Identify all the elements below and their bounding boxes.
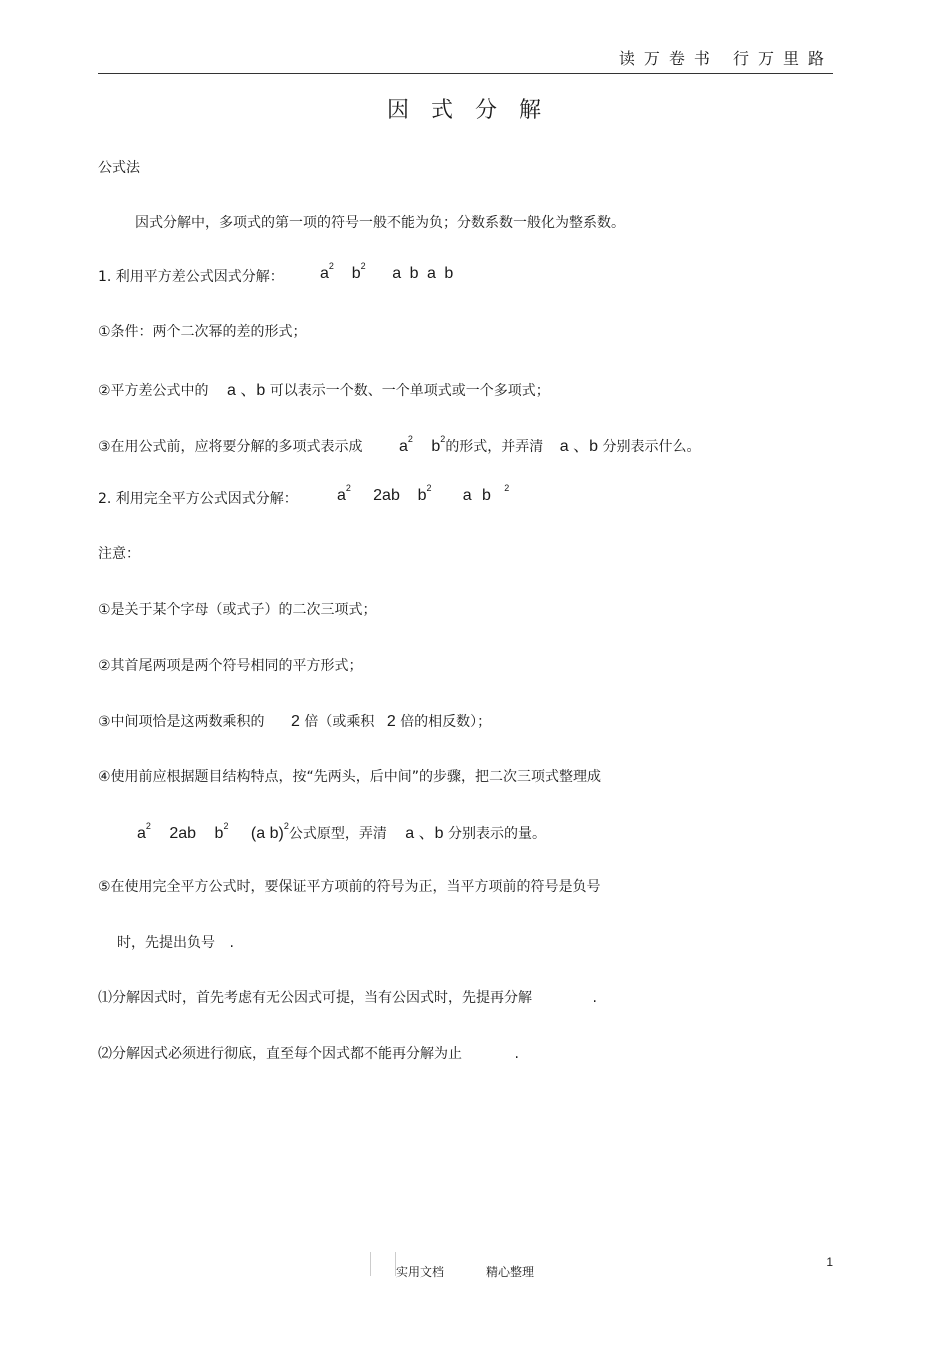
footer-divider-left bbox=[370, 1252, 371, 1276]
note-label: 注意： bbox=[98, 546, 140, 562]
page-title: 因式分解 bbox=[386, 98, 563, 123]
note-5-cont: 时，先提出负号 . bbox=[117, 935, 234, 951]
section-heading: 公式法 bbox=[98, 160, 140, 176]
note-4-formula: $a^2$ 2ab $b^2$ (a b)$^2$公式原型，弄清 a 、b 分别表示的量。 bbox=[137, 821, 546, 842]
item2-label: 2. 利用完全平方公式因式分解： bbox=[98, 491, 298, 507]
note-2: ②其首尾两项是两个符号相同的平方形式； bbox=[98, 658, 363, 674]
footer-left-text: 实用文档 bbox=[396, 1265, 445, 1279]
item1-label: 1. 利用平方差公式因式分解： bbox=[98, 269, 284, 285]
item1-note-2: ②平方差公式中的 a 、b 可以表示一个数、一个单项式或一个多项式； bbox=[98, 382, 550, 399]
header-motto: 读万卷书 行万里路 bbox=[618, 49, 833, 68]
note-4: ④使用前应根据题目结构特点，按“先两头，后中间”的步骤，把二次三项式整理成 bbox=[98, 769, 602, 785]
item1-note-3: ③在用公式前，应将要分解的多项式表示成 $a^2$ $b^2$的形式，并弄清 a 、b 分别表示什么。 bbox=[98, 434, 701, 455]
note-1: ①是关于某个字母（或式子）的二次三项式； bbox=[98, 602, 377, 618]
intro-paragraph: 因式分解中，多项式的第一项的符号一般不能为负；分数系数一般化为整系数。 bbox=[135, 215, 625, 231]
note-5: ⑤在使用完全平方公式时，要保证平方项前的符号为正，当平方项前的符号是负号 bbox=[98, 879, 601, 895]
summary-2: ⑵分解因式必须进行彻底，直至每个因式都不能再分解为止 . bbox=[98, 1046, 519, 1062]
header-rule bbox=[98, 73, 833, 74]
page-number: 1 bbox=[826, 1255, 833, 1269]
item1-formula: $a^2$ $b^2$ a b a b bbox=[320, 261, 454, 282]
note-3: ③中间项恰是这两数乘积的 2 倍（或乘积 2 倍的相反数）； bbox=[98, 713, 492, 730]
item2-formula: $a^2$ 2ab $b^2$ a b $^2$ bbox=[337, 483, 510, 504]
item1-note-1: ①条件：两个二次幂的差的形式； bbox=[98, 324, 307, 340]
footer-right-text: 精心整理 bbox=[486, 1265, 535, 1279]
summary-1: ⑴分解因式时，首先考虑有无公因式可提，当有公因式时，先提再分解 . bbox=[98, 990, 597, 1006]
